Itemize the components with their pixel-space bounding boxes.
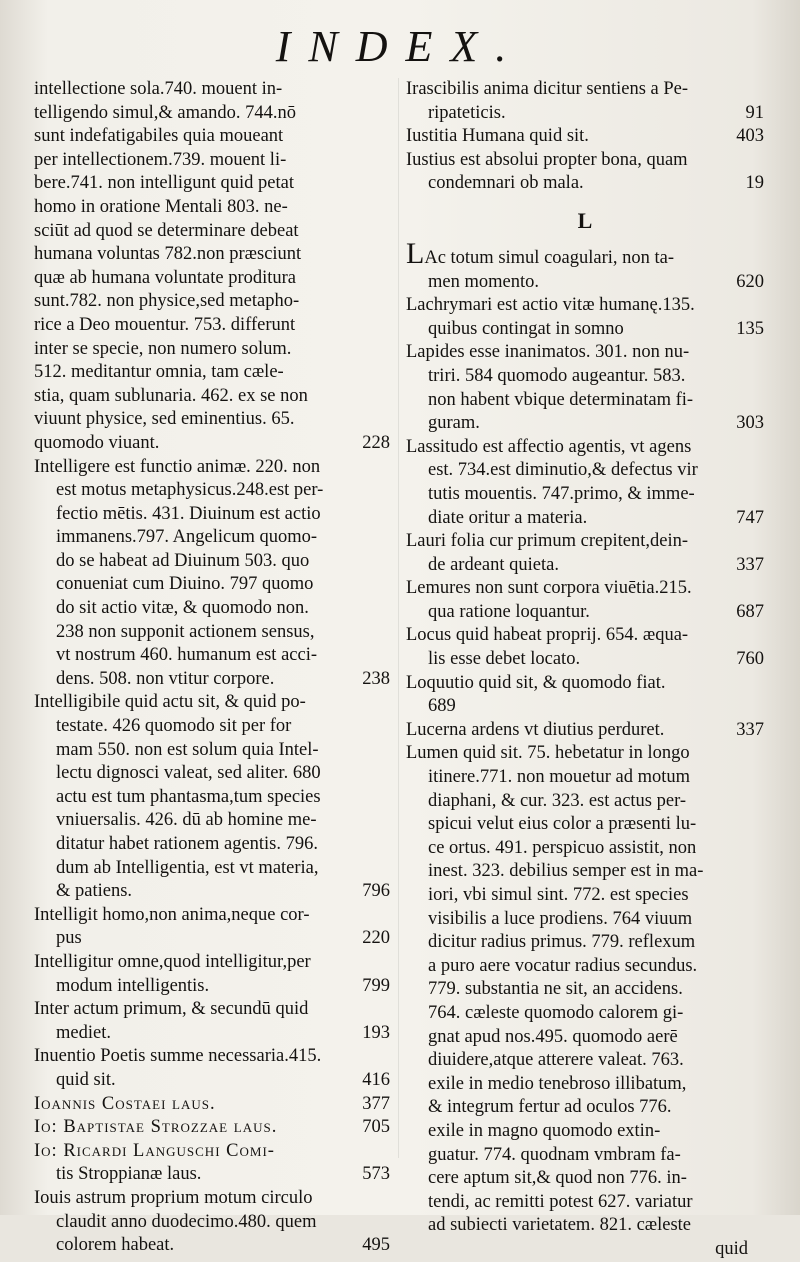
index-line [34,1045,390,1069]
index-line-text: est. 734.est diminutio,& defectus vir [428,460,698,481]
page-reference: 228 [362,432,390,453]
column-divider [398,78,399,1158]
index-line-text: mam 550. non est solum quia Intel- [56,739,319,760]
index-line [34,927,390,951]
index-line [406,648,764,672]
index-line-text: inest. 323. debilius semper est in ma- [428,861,704,882]
index-line [406,365,764,389]
index-line-text: bere.741. non intelligunt quid petat [34,173,294,194]
index-line-text: sunt indefatigabiles quia moueant [34,126,284,147]
index-line-text: lis esse debet locato. [428,649,581,670]
index-line [34,951,390,975]
index-line [34,550,390,574]
index-line-text: diaphani, & cur. 323. est actus per- [428,790,687,811]
index-line-text: dum ab Intelligentia, est vt materia, [56,857,319,878]
index-line-text: Io: Ricardi Languschi Comi- [34,1140,275,1161]
right-column [406,78,764,1262]
index-line-text: viuunt physice, sed eminentius. 65. [34,409,295,430]
index-line [34,479,390,503]
index-line [34,314,390,338]
right-column-top-entries [406,78,764,196]
page-reference: 416 [362,1069,390,1090]
index-line-text: sunt.782. non physice,sed metapho- [34,291,300,312]
index-line [406,1214,764,1238]
page-reference: 220 [362,928,390,949]
index-line [406,931,764,955]
index-line [34,857,390,881]
index-line-text: 512. meditantur omnia, tam cæle- [34,362,284,383]
index-line-text: non habent vbique determinatam fi- [428,389,694,410]
index-line [406,813,764,837]
index-line-text: diate oritur a materia. [428,507,588,528]
index-line [34,998,390,1022]
page-reference: 377 [362,1093,390,1114]
page-reference: 747 [736,507,764,528]
index-line-text: quid sit. [56,1069,116,1090]
page-title: INDEX. [275,22,525,71]
index-line-text: spicui velut eius color a præsenti lu- [428,814,697,835]
index-line-text: Io: Baptistae Strozzae laus. [34,1117,278,1138]
index-line-text: Lauri folia cur primum crepitent,dein- [406,531,689,552]
index-line-text: do sit actio vitæ, & quomodo non. [56,598,309,619]
right-column-entries [406,271,764,1238]
index-line [406,978,764,1002]
index-line [406,624,764,648]
index-line-text: testate. 426 quomodo sit per for [56,716,292,737]
index-line-text: 238 non supponit actionem sensus, [56,621,315,642]
index-line [34,573,390,597]
index-line [34,338,390,362]
index-line [34,904,390,928]
index-line-text: quomodo viuant. [34,432,160,453]
index-line-text: itinere.771. non mouetur ad motum [428,767,691,788]
index-line-text: Intelligitur omne,quod intelligitur,per [34,951,311,972]
index-line-text: Inuentio Poetis summe necessaria.415. [34,1046,322,1067]
index-line-text: Inter actum primum, & secundū quid [34,999,309,1020]
page-reference: 495 [362,1235,390,1256]
index-line-text: stia, quam sublunaria. 462. ex se non [34,385,308,406]
index-line [406,125,764,149]
index-line [34,385,390,409]
index-line [34,290,390,314]
index-line [34,408,390,432]
index-line [34,125,390,149]
index-line [406,483,764,507]
index-line-text: ce ortus. 491. perspicuo assistit, non [428,837,697,858]
index-line-text: intellectione sola.740. mouent in- [34,79,283,99]
index-line-text: cere aptum sit,& quod non 776. in- [428,1168,687,1189]
index-line [34,880,390,904]
index-line-text: men momento. [428,271,539,292]
index-line-text: gnat apud nos.495. quomodo aerē [428,1026,678,1047]
index-line [34,526,390,550]
index-line-text: exile in magno quomodo extin- [428,1120,661,1141]
dropcap-entry [406,236,764,271]
index-line-text: claudit anno duodecimo.480. quem [56,1211,317,1232]
index-line [34,762,390,786]
page-reference: 238 [362,668,390,689]
index-line-text: Irascibilis anima dicitur sentiens a Pe- [406,79,689,99]
index-line-text: per intellectionem.739. mouent li- [34,149,287,170]
index-line [34,1093,390,1117]
page-reference: 19 [745,173,764,194]
index-line-text: quibus contingat in somno [428,318,624,339]
index-line-text: Locus quid habeat proprij. 654. æqua- [406,625,689,646]
page-reference: 620 [736,271,764,292]
index-line [406,742,764,766]
index-line [406,459,764,483]
index-line-text: guatur. 774. quodnam vmbram fa- [428,1144,681,1165]
index-line-text: tis Stroppianæ laus. [56,1164,202,1185]
index-line-text: quæ ab humana voluntate proditura [34,267,297,288]
index-line [34,78,390,102]
index-line [406,790,764,814]
index-line-text: Iouis astrum proprium motum circulo [34,1187,313,1208]
index-line-text: vniuersalis. 426. dū ab homine me- [56,810,317,831]
index-line-text: condemnari ob mala. [428,173,584,194]
catchword: quid [715,1238,748,1259]
page-reference: 303 [736,413,764,434]
index-line-text: Lumen quid sit. 75. hebetatur in longo [406,743,690,764]
index-line [406,1120,764,1144]
index-line [406,1191,764,1215]
index-line-text: & patiens. [56,881,133,902]
index-line [34,1187,390,1211]
index-line-text: mediet. [56,1022,111,1043]
index-line-text: modum intelligentis. [56,975,210,996]
page-reference: 403 [736,126,764,147]
index-line [406,1026,764,1050]
index-line-text: lectu dignosci valeat, sed aliter. 680 [56,763,321,784]
page-reference: 337 [736,554,764,575]
index-line-text: Lachrymari est actio vitæ humanę.135. [406,295,695,316]
index-line-text: Loquutio quid sit, & quomodo fiat. [406,672,666,693]
index-line-text: visibilis a luce prodiens. 764 viuum [428,908,693,929]
index-line-text: dicitur radius primus. 779. reflexum [428,932,696,953]
index-line [406,507,764,531]
index-line-text: 689 [428,696,456,717]
index-line-text: humana voluntas 782.non præsciunt [34,244,302,265]
index-line [406,837,764,861]
index-line [34,809,390,833]
index-line [34,503,390,527]
index-line-text: rice a Deo mouentur. 753. differunt [34,314,296,335]
index-line [34,196,390,220]
index-line [34,668,390,692]
index-line [34,1069,390,1093]
index-line-text: triri. 584 quomodo augeantur. 583. [428,365,686,386]
index-line-text: Iustitia Humana quid sit. [406,126,589,147]
page-reference: 193 [362,1022,390,1043]
page-reference: 687 [736,601,764,622]
index-line-text: conueniat cum Diuino. 797 quomo [56,574,314,595]
index-line [34,1211,390,1235]
index-line-text: Lapides esse inanimatos. 301. non nu- [406,342,690,363]
index-line-text: actu est tum phantasma,tum species [56,786,321,807]
index-line [406,577,764,601]
index-line [406,341,764,365]
index-line-text: colorem habeat. [56,1235,175,1256]
index-line-text: pus [56,928,82,949]
index-line-text: Iustius est absolui propter bona, quam [406,149,688,170]
index-line [34,715,390,739]
index-line [406,1167,764,1191]
index-line [406,884,764,908]
index-line [34,1116,390,1140]
index-line-text: 779. substantia ne sit, an accidens. [428,979,683,1000]
page-reference: 705 [362,1117,390,1138]
index-line [34,833,390,857]
index-line [406,436,764,460]
index-line [406,271,764,295]
index-line-text: sciūt ad quod se determinare debeat [34,220,299,241]
page-reference: 135 [736,318,764,339]
index-line [34,267,390,291]
index-line [406,318,764,342]
index-line [406,1002,764,1026]
index-line-text: Lemures non sunt corpora viuētia.215. [406,578,692,599]
index-line [34,456,390,480]
index-line [34,243,390,267]
index-line [406,1144,764,1168]
index-line-text: 764. cæleste quomodo calorem gi- [428,1002,684,1023]
index-line [34,597,390,621]
index-line [406,294,764,318]
index-line [34,691,390,715]
page-reference: 573 [362,1164,390,1185]
index-line-text: iori, vbi simul sint. 772. est species [428,885,689,905]
index-line-text: diuidere,atque atterere valeat. 763. [428,1050,684,1071]
section-letter-heading: L [577,207,593,233]
dropcap-letter: L [406,236,425,270]
dropcap-text: Ac totum simul coagulari, non ta- [424,247,675,268]
index-line-text: fectio mētis. 431. Diuinum est actio [56,503,321,524]
index-line-text: vt nostrum 460. humanum est acci- [56,645,318,666]
index-line [34,172,390,196]
index-line [406,172,764,196]
index-line-text: do se habeat ad Diuinum 503. quo [56,550,310,571]
index-line [406,554,764,578]
index-line-text: Intelligere est functio animæ. 220. non [34,456,321,477]
page-reference: 91 [745,102,764,123]
index-line [406,149,764,173]
index-line [34,644,390,668]
index-line-text: exile in medio tenebroso illibatum, [428,1073,687,1094]
index-line [406,412,764,436]
index-line-text: immanens.797. Angelicum quomo- [56,527,318,548]
index-line-text: tendi, ac remitti potest 627. variatur [428,1191,693,1212]
index-line [406,1096,764,1120]
index-line-text: guram. [428,413,480,434]
index-line [34,220,390,244]
index-line-text: ditatur habet rationem agentis. 796. [56,834,319,854]
index-line [406,719,764,743]
left-column [34,78,390,1258]
index-line-text: qua ratione loquantur. [428,601,590,622]
page-reference: 799 [362,975,390,996]
index-line [34,786,390,810]
index-line [406,530,764,554]
index-line-text: dens. 508. non vtitur corpore. [56,668,275,689]
index-line [34,432,390,456]
index-line [406,1073,764,1097]
index-line [34,1140,390,1164]
index-line-text: de ardeant quieta. [428,554,559,575]
index-line-text: a puro aere vocatur radius secundus. [428,955,698,976]
index-line [34,1234,390,1258]
index-line-text: ad subiecti varietatem. 821. cæleste [428,1215,692,1236]
index-line [406,908,764,932]
index-line [34,361,390,385]
index-line [406,695,764,719]
index-line-text: Ioannis Costaei laus. [34,1093,216,1114]
index-line-text: tutis mouentis. 747.primo, & imme- [428,483,695,504]
index-line-text: ripateticis. [428,102,506,123]
index-line [34,975,390,999]
index-line [406,672,764,696]
page-reference: 796 [362,881,390,902]
index-line [34,1022,390,1046]
index-line [406,766,764,790]
index-line [406,78,764,102]
index-line-text: Intelligibile quid actu sit, & quid po- [34,692,306,713]
index-line-text: inter se specie, non numero solum. [34,338,292,359]
index-line-text: telligendo simul,& amando. 744.nō [34,102,297,123]
page-reference: 337 [736,719,764,740]
index-line [34,739,390,763]
index-line [34,102,390,126]
index-line [406,955,764,979]
index-line [406,860,764,884]
index-line-text: Lassitudo est affectio agentis, vt agens [406,436,692,457]
index-line [406,389,764,413]
index-line [34,1163,390,1187]
page-reference: 760 [736,649,764,670]
index-line-text: Intelligit homo,non anima,neque cor- [34,904,310,925]
index-line-text: Lucerna ardens vt diutius perduret. [406,719,665,740]
index-line-text: & integrum fertur ad oculos 776. [428,1097,672,1118]
index-line [34,621,390,645]
index-line-text: homo in oratione Mentali 803. ne- [34,196,288,217]
index-line [406,601,764,625]
index-line [406,102,764,126]
index-line-text: est motus metaphysicus.248.est per- [56,480,324,501]
index-line [34,149,390,173]
index-line [406,1049,764,1073]
